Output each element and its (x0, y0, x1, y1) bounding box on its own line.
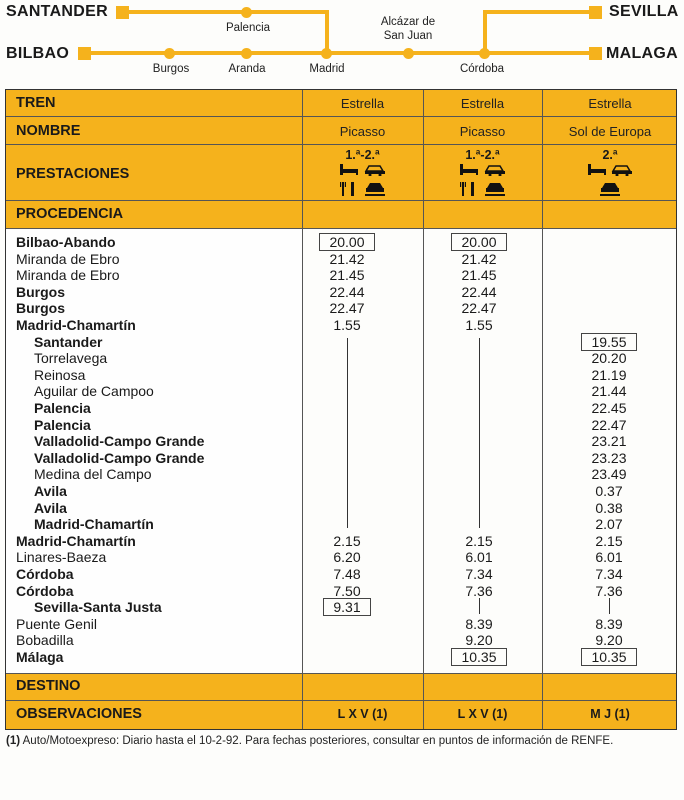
time-value: 22.45 (591, 400, 627, 416)
station-name: Avila (34, 499, 67, 516)
time-value: 21.42 (329, 250, 365, 267)
station-name: Córdoba (16, 566, 74, 582)
time-value: 7.34 (595, 566, 623, 582)
departure-time (307, 566, 387, 583)
departure-time (439, 616, 519, 633)
train-1-name: Picasso (339, 124, 386, 139)
train-3-pass-sevilla-line (609, 598, 610, 614)
departure-time (307, 234, 387, 251)
departure-time (439, 251, 519, 268)
train-2-observaciones: L X V (1) (457, 707, 508, 721)
footnote-text: Auto/Motoexpreso: Diario hasta el 10-2-92. Para fechas posteriores, consultar en puntos de información de RENFE. (22, 735, 614, 747)
car-transport-icon (364, 163, 386, 180)
departure-time (569, 616, 649, 633)
time-value: 2.15 (333, 532, 361, 549)
stop-dot-aranda (241, 48, 252, 59)
departure-time (569, 566, 649, 583)
station-name: Bobadilla (16, 632, 74, 649)
station-name: Sevilla-Santa Justa (34, 599, 162, 616)
time-value: 7.36 (465, 582, 493, 599)
station-name: Miranda de Ebro (16, 267, 120, 284)
sevilla-terminal-marker (589, 6, 602, 19)
station-name: Córdoba (16, 582, 74, 599)
city-madrid: Madrid (309, 63, 345, 75)
time-value: 10.35 (451, 648, 506, 666)
departure-time (569, 383, 649, 400)
time-value: 2.15 (465, 532, 493, 549)
station-name: Burgos (16, 283, 65, 300)
time-value: 6.20 (333, 549, 361, 566)
time-value: 9.31 (323, 598, 370, 616)
time-value: 19.55 (581, 333, 636, 351)
stop-dot-palencia (241, 7, 252, 18)
time-value: 21.19 (591, 366, 627, 383)
stop-dot-alcazar (403, 48, 414, 59)
train-2-pass-through-line (479, 338, 480, 528)
time-value: 22.47 (329, 300, 365, 317)
city-sevilla: SEVILLA (609, 3, 679, 20)
row-destino (6, 673, 676, 701)
departure-time (307, 549, 387, 566)
time-value: 2.15 (595, 532, 623, 549)
time-value: 8.39 (465, 615, 493, 632)
time-value: 22.47 (461, 300, 497, 317)
sleeper-icon (339, 163, 359, 180)
header-nombre: NOMBRE (16, 123, 81, 139)
departure-time (569, 367, 649, 384)
train-3-name: Sol de Europa (568, 124, 652, 139)
departure-time (569, 466, 649, 483)
time-value: 21.45 (329, 267, 365, 284)
station-name: Madrid-Chamartín (34, 516, 154, 533)
city-alcazar: Alcázar de (380, 16, 436, 28)
time-value: 8.39 (595, 615, 623, 632)
city-bilbao: BILBAO (6, 45, 70, 62)
time-value: 0.37 (595, 483, 623, 499)
bilbao-terminal-marker (78, 47, 91, 60)
departure-time (569, 334, 649, 351)
sleeper-icon (587, 163, 607, 180)
header-observaciones: OBSERVACIONES (16, 706, 142, 722)
departure-time (439, 234, 519, 251)
departure-time (439, 649, 519, 666)
time-value: 6.01 (595, 549, 623, 566)
departure-time (307, 300, 387, 317)
route-line-main (82, 51, 487, 55)
departure-time (569, 417, 649, 434)
car-transport-icon (484, 163, 506, 180)
time-value: 22.44 (329, 283, 365, 300)
time-value: 9.20 (595, 632, 623, 649)
header-destino: DESTINO (16, 678, 81, 694)
city-san-juan: San Juan (383, 30, 433, 42)
departure-time (439, 566, 519, 583)
station-name: Madrid-Chamartín (16, 317, 136, 333)
train-3-class: 2.ª (602, 148, 618, 162)
time-value: 1.55 (465, 317, 493, 333)
city-malaga: MALAGA (606, 45, 679, 62)
departure-time (439, 317, 519, 334)
train-3-services (542, 148, 678, 202)
station-name: Puente Genil (16, 615, 97, 632)
departure-time (569, 533, 649, 550)
station-name: Medina del Campo (34, 466, 152, 483)
station-name: Palencia (34, 400, 91, 416)
train-1-class: 1.ª-2.ª (345, 148, 380, 162)
time-value: 23.49 (591, 466, 627, 483)
route-line-santander (118, 10, 328, 14)
time-value: 22.44 (461, 283, 497, 300)
time-value: 21.44 (591, 383, 627, 400)
time-value: 22.47 (591, 416, 627, 433)
departure-time (439, 583, 519, 600)
train-2-services (423, 148, 542, 202)
train-2-type: Estrella (460, 96, 505, 111)
santander-terminal-marker (116, 6, 129, 19)
departure-time (307, 251, 387, 268)
station-name: Santander (34, 333, 103, 350)
city-aranda: Aranda (228, 63, 266, 75)
time-value: 20.00 (319, 233, 374, 251)
train-1-pass-through-line (347, 338, 348, 528)
stop-dot-cordoba (479, 48, 490, 59)
car-on-train-icon (599, 184, 621, 201)
departure-time (307, 533, 387, 550)
header-prestaciones: PRESTACIONES (16, 166, 130, 182)
station-name: Torrelavega (34, 350, 108, 367)
departure-time (569, 583, 649, 600)
time-value: 7.50 (333, 582, 361, 599)
departure-time (439, 549, 519, 566)
departure-time (569, 433, 649, 450)
car-on-train-icon (364, 184, 386, 201)
departure-time (307, 284, 387, 301)
sleeper-icon (459, 163, 479, 180)
station-name: Madrid-Chamartín (16, 532, 136, 549)
time-value: 23.23 (591, 449, 627, 466)
time-value: 6.01 (465, 549, 493, 566)
departure-time (439, 632, 519, 649)
station-name: Bilbao-Abando (16, 234, 116, 250)
train-2-pass-sevilla-line (479, 598, 480, 614)
time-value: 7.48 (333, 566, 361, 582)
departure-time (307, 317, 387, 334)
departure-time (569, 632, 649, 649)
departure-time (569, 400, 649, 417)
station-name: Reinosa (34, 366, 86, 383)
time-value: 23.21 (591, 433, 627, 450)
restaurant-icon (339, 184, 359, 201)
departure-time (307, 599, 387, 616)
city-burgos: Burgos (152, 63, 190, 75)
train-3-type: Estrella (588, 96, 632, 111)
time-value: 21.45 (461, 267, 497, 284)
time-value: 2.07 (595, 516, 623, 533)
train-1-services (302, 148, 423, 202)
station-name: Málaga (16, 649, 64, 665)
station-name: Palencia (34, 416, 91, 433)
header-procedencia: PROCEDENCIA (16, 206, 124, 222)
stop-dot-burgos (164, 48, 175, 59)
departure-time (569, 516, 649, 533)
train-1-observaciones: L X V (1) (337, 707, 388, 721)
restaurant-icon (459, 184, 479, 201)
malaga-terminal-marker (589, 47, 602, 60)
time-value: 7.36 (595, 582, 623, 599)
departure-time (439, 300, 519, 317)
timetable (5, 89, 677, 730)
time-value: 20.00 (451, 233, 506, 251)
route-line-sevilla (483, 10, 598, 14)
station-name: Aguilar de Campoo (34, 383, 154, 400)
departure-time (307, 267, 387, 284)
departure-time (439, 284, 519, 301)
time-value: 21.42 (461, 250, 497, 267)
station-name: Avila (34, 483, 67, 499)
station-name: Burgos (16, 300, 65, 317)
train-2-class: 1.ª-2.ª (465, 148, 500, 162)
time-value: 1.55 (333, 317, 361, 333)
time-value: 20.20 (591, 350, 627, 367)
time-value: 0.38 (595, 499, 623, 516)
departure-time (307, 583, 387, 600)
train-3-observaciones: M J (1) (590, 707, 630, 721)
departure-time (569, 500, 649, 517)
city-cordoba: Córdoba (459, 63, 505, 75)
time-value: 7.34 (465, 566, 493, 582)
station-name: Linares-Baeza (16, 549, 107, 566)
car-transport-icon (611, 163, 633, 180)
station-name: Valladolid-Campo Grande (34, 449, 205, 466)
departure-time (569, 549, 649, 566)
station-name: Miranda de Ebro (16, 250, 120, 267)
car-on-train-icon (484, 184, 506, 201)
station-name: Valladolid-Campo Grande (34, 433, 205, 450)
route-line-malaga (483, 51, 598, 55)
departure-time (569, 483, 649, 500)
time-value: 10.35 (581, 648, 636, 666)
train-1-type: Estrella (340, 96, 385, 111)
header-tren: TREN (16, 95, 56, 111)
time-value: 9.20 (465, 632, 493, 649)
stop-dot-madrid (321, 48, 332, 59)
departure-time (569, 350, 649, 367)
departure-time (569, 649, 649, 666)
departure-time (569, 450, 649, 467)
departure-time (439, 267, 519, 284)
route-map (0, 0, 684, 86)
footnote (6, 735, 613, 747)
footnote-marker: (1) (6, 735, 21, 747)
train-2-name: Picasso (459, 124, 506, 139)
city-santander: SANTANDER (6, 3, 108, 20)
departure-time (439, 533, 519, 550)
city-palencia: Palencia (225, 22, 271, 34)
